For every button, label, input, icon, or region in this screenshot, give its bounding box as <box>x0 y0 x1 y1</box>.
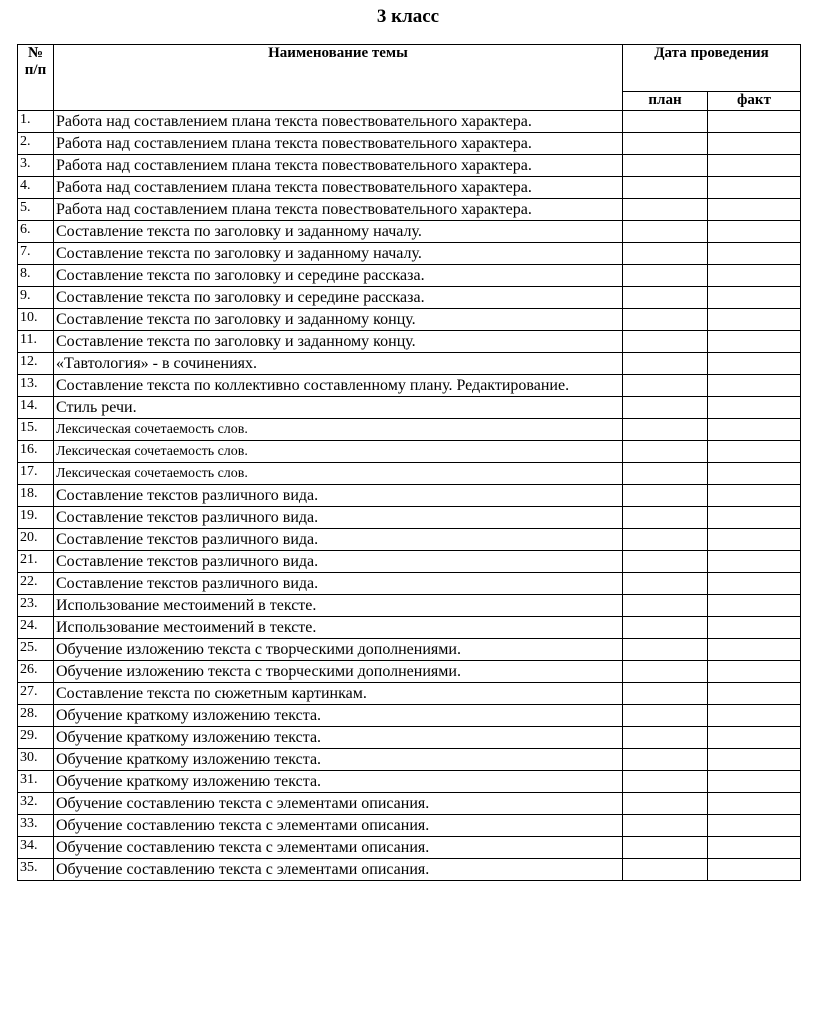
row-plan-date-cell[interactable] <box>623 815 708 837</box>
row-plan-date-cell[interactable] <box>623 133 708 155</box>
row-topic: Обучение изложению текста с творческими дополнениями. <box>54 639 623 661</box>
table-row <box>18 661 801 683</box>
row-fact-date-cell[interactable] <box>708 221 801 243</box>
row-number: 9. <box>18 287 54 309</box>
row-fact-date-cell[interactable] <box>708 771 801 793</box>
row-number: 16. <box>18 441 54 463</box>
row-number: 32. <box>18 793 54 815</box>
row-number: 33. <box>18 815 54 837</box>
row-number: 29. <box>18 727 54 749</box>
row-topic: Составление текста по заголовку и середине рассказа. <box>54 265 623 287</box>
row-plan-date-cell[interactable] <box>623 287 708 309</box>
row-fact-date-cell[interactable] <box>708 397 801 419</box>
row-plan-date-cell[interactable] <box>623 617 708 639</box>
row-plan-date-cell[interactable] <box>623 155 708 177</box>
row-number: 24. <box>18 617 54 639</box>
row-plan-date-cell[interactable] <box>623 705 708 727</box>
table-row <box>18 155 801 177</box>
row-plan-date-cell[interactable] <box>623 595 708 617</box>
row-fact-date-cell[interactable] <box>708 793 801 815</box>
row-plan-date-cell[interactable] <box>623 727 708 749</box>
row-topic: Составление текста по заголовку и середине рассказа. <box>54 287 623 309</box>
row-number: 34. <box>18 837 54 859</box>
row-topic: Составление текста по сюжетным картинкам. <box>54 683 623 705</box>
row-topic: Составление текстов различного вида. <box>54 507 623 529</box>
table-row <box>18 771 801 793</box>
row-number: 10. <box>18 309 54 331</box>
row-plan-date-cell[interactable] <box>623 837 708 859</box>
row-plan-date-cell[interactable] <box>623 573 708 595</box>
row-topic: Лексическая сочетаемость слов. <box>54 441 623 463</box>
row-fact-date-cell[interactable] <box>708 837 801 859</box>
row-topic: Обучение составлению текста с элементами описания. <box>54 815 623 837</box>
row-fact-date-cell[interactable] <box>708 287 801 309</box>
table-row <box>18 551 801 573</box>
table-row <box>18 617 801 639</box>
row-topic: Обучение краткому изложению текста. <box>54 771 623 793</box>
row-number: 13. <box>18 375 54 397</box>
row-topic: Обучение краткому изложению текста. <box>54 705 623 727</box>
row-plan-date-cell[interactable] <box>623 243 708 265</box>
table-row <box>18 375 801 397</box>
row-number: 35. <box>18 859 54 881</box>
table-row <box>18 177 801 199</box>
row-plan-date-cell[interactable] <box>623 199 708 221</box>
table-row <box>18 463 801 485</box>
row-topic: Обучение составлению текста с элементами описания. <box>54 793 623 815</box>
row-fact-date-cell[interactable] <box>708 199 801 221</box>
row-number: 7. <box>18 243 54 265</box>
table-row <box>18 859 801 881</box>
row-number: 20. <box>18 529 54 551</box>
row-number: 3. <box>18 155 54 177</box>
table-row <box>18 573 801 595</box>
row-plan-date-cell[interactable] <box>623 441 708 463</box>
table-row <box>18 793 801 815</box>
row-topic: «Тавтология» - в сочинениях. <box>54 353 623 375</box>
row-topic: Использование местоимений в тексте. <box>54 595 623 617</box>
row-topic: Обучение краткому изложению текста. <box>54 749 623 771</box>
row-plan-date-cell[interactable] <box>623 265 708 287</box>
header-plan: план <box>623 92 708 111</box>
lesson-plan-table <box>17 44 801 881</box>
table-row <box>18 199 801 221</box>
row-number: 8. <box>18 265 54 287</box>
row-number: 23. <box>18 595 54 617</box>
row-topic: Обучение составлению текста с элементами описания. <box>54 837 623 859</box>
row-number: 12. <box>18 353 54 375</box>
row-topic: Составление текстов различного вида. <box>54 485 623 507</box>
table-row <box>18 529 801 551</box>
row-fact-date-cell[interactable] <box>708 331 801 353</box>
row-fact-date-cell[interactable] <box>708 177 801 199</box>
row-number: 28. <box>18 705 54 727</box>
row-plan-date-cell[interactable] <box>623 221 708 243</box>
row-topic: Обучение краткому изложению текста. <box>54 727 623 749</box>
row-fact-date-cell[interactable] <box>708 155 801 177</box>
table-row <box>18 353 801 375</box>
row-topic: Составление текстов различного вида. <box>54 529 623 551</box>
row-fact-date-cell[interactable] <box>708 419 801 441</box>
row-fact-date-cell[interactable] <box>708 485 801 507</box>
table-row <box>18 705 801 727</box>
row-number: 31. <box>18 771 54 793</box>
row-topic: Составление текстов различного вида. <box>54 573 623 595</box>
row-plan-date-cell[interactable] <box>623 661 708 683</box>
row-topic: Составление текста по заголовку и заданному началу. <box>54 221 623 243</box>
row-fact-date-cell[interactable] <box>708 661 801 683</box>
row-number: 18. <box>18 485 54 507</box>
row-plan-date-cell[interactable] <box>623 463 708 485</box>
row-topic: Составление текстов различного вида. <box>54 551 623 573</box>
table-row <box>18 309 801 331</box>
row-fact-date-cell[interactable] <box>708 683 801 705</box>
row-number: 2. <box>18 133 54 155</box>
row-fact-date-cell[interactable] <box>708 243 801 265</box>
header-date: Дата проведения <box>623 45 801 92</box>
table-row <box>18 815 801 837</box>
table-row <box>18 485 801 507</box>
row-plan-date-cell[interactable] <box>623 419 708 441</box>
row-number: 4. <box>18 177 54 199</box>
row-fact-date-cell[interactable] <box>708 815 801 837</box>
row-number: 19. <box>18 507 54 529</box>
row-plan-date-cell[interactable] <box>623 793 708 815</box>
header-fact: факт <box>708 92 801 111</box>
table-row <box>18 507 801 529</box>
row-topic: Стиль речи. <box>54 397 623 419</box>
row-plan-date-cell[interactable] <box>623 309 708 331</box>
row-number: 22. <box>18 573 54 595</box>
row-number: 6. <box>18 221 54 243</box>
row-plan-date-cell[interactable] <box>623 507 708 529</box>
row-plan-date-cell[interactable] <box>623 683 708 705</box>
table-row <box>18 595 801 617</box>
row-fact-date-cell[interactable] <box>708 859 801 881</box>
row-topic: Работа над составлением плана текста повествовательного характера. <box>54 133 623 155</box>
row-number: 15. <box>18 419 54 441</box>
row-fact-date-cell[interactable] <box>708 507 801 529</box>
table-row <box>18 639 801 661</box>
row-fact-date-cell[interactable] <box>708 309 801 331</box>
row-plan-date-cell[interactable] <box>623 485 708 507</box>
row-plan-date-cell[interactable] <box>623 859 708 881</box>
header-number: № п/п <box>18 45 54 111</box>
row-plan-date-cell[interactable] <box>623 749 708 771</box>
row-fact-date-cell[interactable] <box>708 441 801 463</box>
row-fact-date-cell[interactable] <box>708 749 801 771</box>
table-row <box>18 243 801 265</box>
row-topic: Работа над составлением плана текста повествовательного характера. <box>54 177 623 199</box>
table-row <box>18 683 801 705</box>
row-plan-date-cell[interactable] <box>623 353 708 375</box>
row-number: 25. <box>18 639 54 661</box>
table-row <box>18 419 801 441</box>
row-fact-date-cell[interactable] <box>708 375 801 397</box>
row-topic: Работа над составлением плана текста повествовательного характера. <box>54 199 623 221</box>
row-plan-date-cell[interactable] <box>623 375 708 397</box>
row-topic: Лексическая сочетаемость слов. <box>54 463 623 485</box>
row-topic: Использование местоимений в тексте. <box>54 617 623 639</box>
row-plan-date-cell[interactable] <box>623 331 708 353</box>
row-fact-date-cell[interactable] <box>708 595 801 617</box>
row-topic: Составление текста по заголовку и заданному концу. <box>54 331 623 353</box>
row-topic: Работа над составлением плана текста повествовательного характера. <box>54 111 623 133</box>
row-fact-date-cell[interactable] <box>708 265 801 287</box>
row-topic: Обучение изложению текста с творческими дополнениями. <box>54 661 623 683</box>
row-plan-date-cell[interactable] <box>623 771 708 793</box>
row-topic: Составление текста по коллективно составленному плану. Редактирование. <box>54 375 623 397</box>
table-row <box>18 133 801 155</box>
row-number: 1. <box>18 111 54 133</box>
table-body <box>18 111 801 881</box>
row-topic: Обучение составлению текста с элементами описания. <box>54 859 623 881</box>
row-topic: Составление текста по заголовку и заданному началу. <box>54 243 623 265</box>
row-number: 5. <box>18 199 54 221</box>
row-fact-date-cell[interactable] <box>708 727 801 749</box>
row-plan-date-cell[interactable] <box>623 111 708 133</box>
table-row <box>18 397 801 419</box>
header-topic: Наименование темы <box>54 45 623 111</box>
table-row <box>18 837 801 859</box>
page-title: 3 класс <box>376 6 440 27</box>
table-row <box>18 287 801 309</box>
row-number: 11. <box>18 331 54 353</box>
row-plan-date-cell[interactable] <box>623 551 708 573</box>
row-fact-date-cell[interactable] <box>708 353 801 375</box>
table-row <box>18 111 801 133</box>
row-number: 30. <box>18 749 54 771</box>
row-fact-date-cell[interactable] <box>708 617 801 639</box>
row-topic: Работа над составлением плана текста повествовательного характера. <box>54 155 623 177</box>
table-row <box>18 331 801 353</box>
row-fact-date-cell[interactable] <box>708 133 801 155</box>
table-row <box>18 727 801 749</box>
row-number: 27. <box>18 683 54 705</box>
row-plan-date-cell[interactable] <box>623 529 708 551</box>
row-fact-date-cell[interactable] <box>708 551 801 573</box>
row-number: 26. <box>18 661 54 683</box>
row-number: 21. <box>18 551 54 573</box>
row-topic: Лексическая сочетаемость слов. <box>54 419 623 441</box>
row-plan-date-cell[interactable] <box>623 639 708 661</box>
row-fact-date-cell[interactable] <box>708 573 801 595</box>
table-row <box>18 265 801 287</box>
row-fact-date-cell[interactable] <box>708 529 801 551</box>
row-fact-date-cell[interactable] <box>708 705 801 727</box>
table-row <box>18 221 801 243</box>
row-fact-date-cell[interactable] <box>708 639 801 661</box>
row-number: 14. <box>18 397 54 419</box>
row-fact-date-cell[interactable] <box>708 463 801 485</box>
row-number: 17. <box>18 463 54 485</box>
row-topic: Составление текста по заголовку и заданному концу. <box>54 309 623 331</box>
row-fact-date-cell[interactable] <box>708 111 801 133</box>
table-row <box>18 749 801 771</box>
row-plan-date-cell[interactable] <box>623 177 708 199</box>
row-plan-date-cell[interactable] <box>623 397 708 419</box>
table-row <box>18 441 801 463</box>
